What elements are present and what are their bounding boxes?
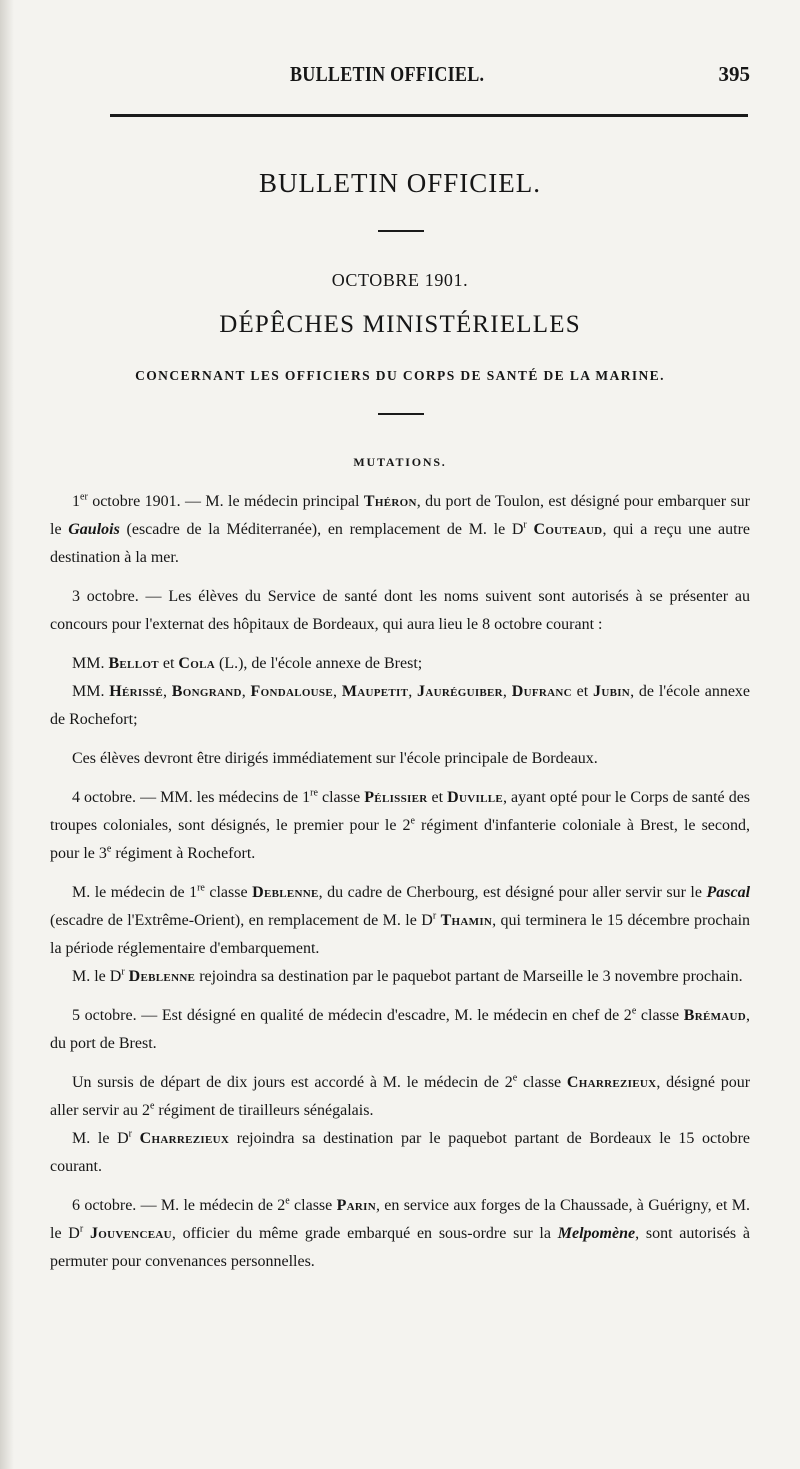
header-rule <box>110 114 748 117</box>
paragraph-9: 5 octobre. — Est désigné en qualité de médecin d'escadre, M. le médecin en chef de 2e classe Brémaud, du port de Brest. <box>50 1005 751 1052</box>
paragraph-12: 6 octobre. — M. le médecin de 2e classe Parin, en service aux forges de la Chaussade, à Guérigny, et M. le $D^r$ Jouvenceau, officier du même grade embarqué en sous-ordre sur la Melpomène, sont autorisés à permuter pour convenances personnelles. <box>50 1195 751 1270</box>
section-subtitle: CONCERNANT LES OFFICIERS DU CORPS DE SANTÉ DE LA MARINE. <box>135 368 665 383</box>
document-title: BULLETIN OFFICIEL. <box>259 168 541 198</box>
paragraph-10: Un sursis de départ de dix jours est accordé à M. le médecin de 2e classe Charrezieux, désigné pour aller servir au 2e régiment de tirailleurs sénégalais. <box>50 1072 751 1119</box>
mutations-heading: MUTATIONS. <box>353 455 447 469</box>
page-number: 395 <box>718 62 750 86</box>
paragraph-5: Ces élèves devront être dirigés immédiatement sur l'école principale de Bordeaux. <box>72 750 598 767</box>
paragraph-1: 1er octobre 1901. — M. le médecin principal Théron, du port de Toulon, est désigné pour embarquer sur le Gaulois (escadre de la Méditerranée), en remplacement de M. le $D^r$ Couteaud, qui a reçu une autre destination à la mer. <box>50 491 751 566</box>
paragraph-2: 3 octobre. — Les élèves du Service de santé dont les noms suivent sont autorisés à se présenter au concours pour l'externat des hôpitaux de Bordeaux, qui aura lieu le 8 octobre courant : <box>50 588 750 633</box>
running-header <box>110 62 750 94</box>
paragraph-4: MM. Hérissé, Bongrand, Fondalouse, Maupetit, Jauréguiber, Dufranc et Jubin, de l'école annexe de Rochefort; <box>50 683 751 728</box>
paragraph-7: M. le médecin de 1re classe Deblenne, du cadre de Cherbourg, est désigné pour aller servir sur le Pascal (escadre de l'Extrême-Orient), en remplacement de M. le $D^r$ Thamin, qui terminera le 15 décembre prochain la période réglementaire d'embarquement. <box>50 882 751 957</box>
body-text <box>50 488 750 1276</box>
paragraph-11: M. le $D^r$ Charrezieux rejoindra sa destination par le paquebot partant de Bordeaux le 15 octobre courant. <box>50 1128 751 1175</box>
paragraph-8: M. le $D^r$ Deblenne rejoindra sa destination par le paquebot partant de Marseille le 3 novembre prochain. <box>72 966 743 985</box>
title-rule <box>378 230 424 232</box>
paragraph-3: MM. Bellot et Cola (L.), de l'école annexe de Brest; <box>72 655 423 672</box>
subtitle-rule <box>378 413 424 415</box>
paragraph-6: 4 octobre. — MM. les médecins de 1re classe Pélissier et Duville, ayant opté pour le Corps de santé des troupes coloniales, sont désignés, le premier pour le 2e régiment d'infanterie coloniale à Brest, le second, pour le 3e régiment à Rochefort. <box>50 787 751 862</box>
section-title: DÉPÊCHES MINISTÉRIELLES <box>219 311 581 338</box>
month-heading: OCTOBRE 1901. <box>331 270 469 290</box>
page-edge-shadow <box>0 0 14 1469</box>
running-title: BULLETIN OFFICIEL. <box>290 62 485 86</box>
